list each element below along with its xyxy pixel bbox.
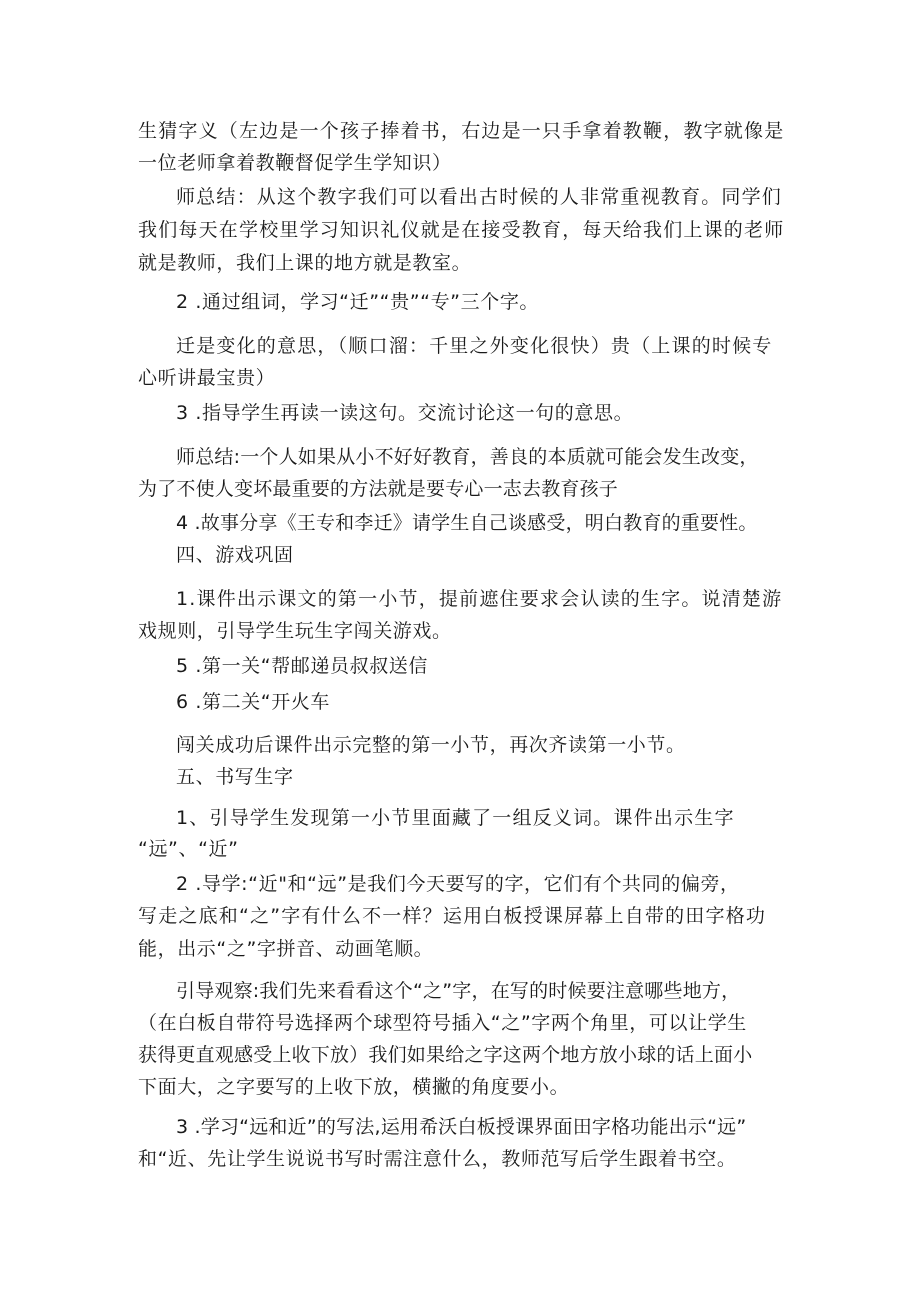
- list-item: 4 .故事分享《王专和李迁》请学生自己谈感受，明白教育的重要性。: [176, 512, 758, 534]
- text-line: “远”、“近”: [138, 838, 239, 860]
- list-item: 3 .学习“远和近”的写法,运用希沃白板授课界面田字格功能出示“远”: [176, 1116, 747, 1138]
- text-line: 迁是变化的意思，（顺口溜：千里之外变化很快）贵（上课的时候专: [176, 335, 773, 357]
- text-line: 我们每天在学校里学习知识礼仪就是在接受教育，每天给我们上课的老师: [138, 219, 785, 241]
- section-heading: 四、游戏巩固: [176, 544, 294, 566]
- list-item: 2 .通过组词，学习“迁”“贵”“专”三个字。: [176, 291, 540, 313]
- text-line: （在白板自带符号选择两个球型符号插入“之”字两个角里，可以让学生: [138, 1012, 747, 1034]
- text-line: 闯关成功后课件出示完整的第一小节，再次齐读第一小节。: [176, 734, 686, 756]
- text-line: 写走之底和“之”字有什么不一样？运用白板授课屏幕上自带的田字格功: [138, 905, 767, 927]
- text-line: 能，出示“之”字拼音、动画笔顺。: [138, 938, 434, 960]
- text-line: 一位老师拿着教鞭督促学生学知识）: [138, 152, 452, 174]
- text-line: 和“近、先让学生说说书写时需注意什么，教师范写后学生跟着书空。: [138, 1148, 737, 1170]
- text-line: 为了不使人变坏最重要的方法就是要专心一志去教育孩子: [138, 478, 619, 500]
- list-item: 6 .第二关“开火车: [176, 691, 331, 713]
- section-heading: 五、书写生字: [176, 766, 294, 788]
- text-line: 心听讲最宝贵）: [138, 367, 276, 389]
- text-line: 师总结:一个人如果从小不好好教育，善良的本质就可能会发生改变，: [176, 446, 759, 468]
- list-item: 3 .指导学生再读一读这句。交流讨论这一句的意思。: [176, 402, 634, 424]
- list-item: 1、引导学生发现第一小节里面藏了一组反义词。课件出示生字: [176, 807, 735, 829]
- text-line: 戏规则，引导学生玩生字闯关游戏。: [138, 620, 452, 642]
- text-line: 生猜字义（左边是一个孩子捧着书，右边是一只手拿着教鞭，教字就像是: [138, 120, 785, 142]
- list-item: 2 .导学:“近"和“远”是我们今天要写的字，它们有个共同的偏旁，: [176, 873, 740, 895]
- text-line: 下面大，之字要写的上收下放，横撇的角度要小。: [138, 1076, 570, 1098]
- list-item: 1.课件出示课文的第一小节，提前遮住要求会认读的生字。说清楚游: [176, 588, 783, 610]
- list-item: 5 .第一关“帮邮递员叔叔送信: [176, 655, 429, 677]
- text-line: 获得更直观感受上收下放）我们如果给之字这两个地方放小球的话上面小: [138, 1044, 753, 1066]
- text-line: 就是教师，我们上课的地方就是教室。: [138, 252, 472, 274]
- text-line: 师总结：从这个教字我们可以看出古时候的人非常重视教育。同学们: [176, 186, 783, 208]
- text-line: 引导观察:我们先来看看这个“之”字，在写的时候要注意哪些地方，: [176, 980, 741, 1002]
